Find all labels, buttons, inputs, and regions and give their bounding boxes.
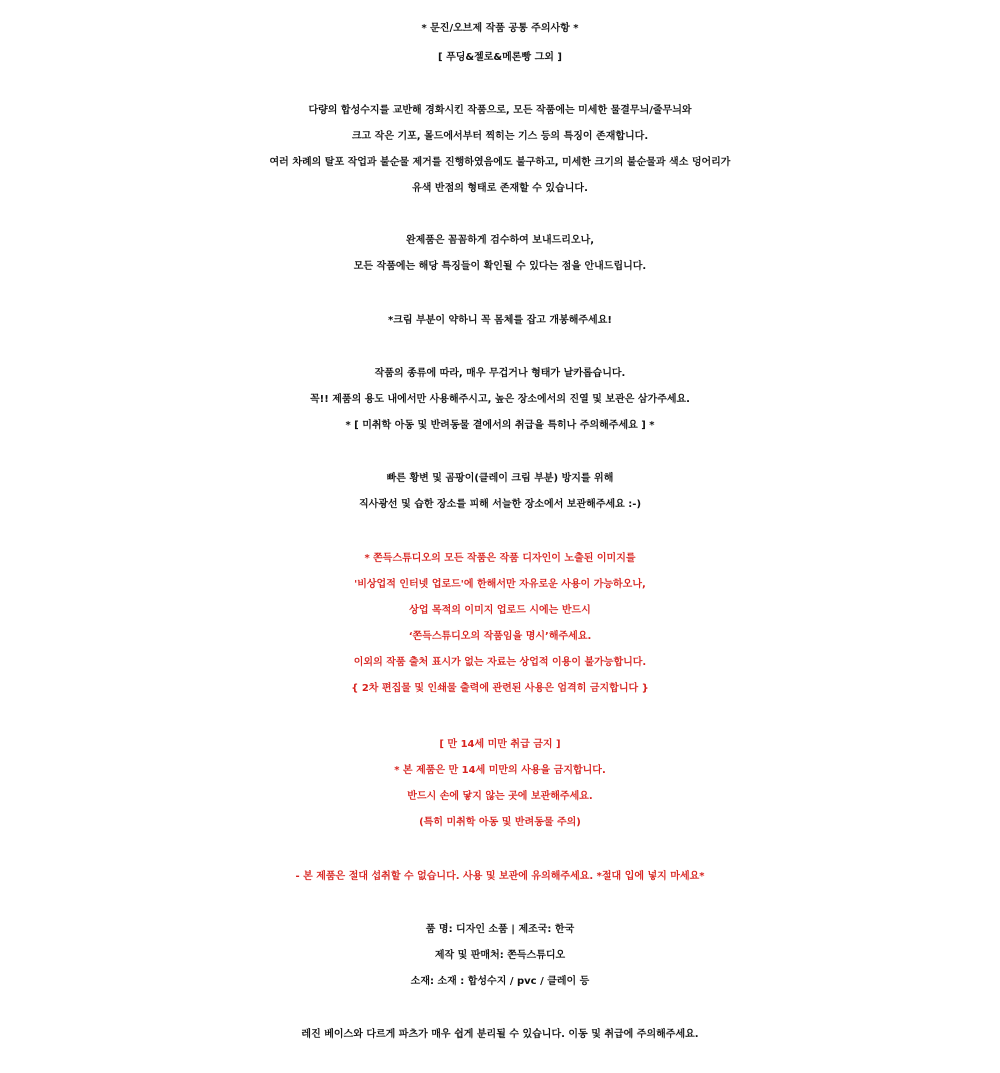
weight-line: 작품의 종류에 따라, 매우 무겁거나 형태가 날카롭습니다. (374, 368, 626, 379)
copyright-line: { 2차 편집물 및 인쇄물 출력에 관련된 사용은 엄격히 금지합니다 } (351, 683, 649, 694)
product-info-line: 제작 및 판매처: 쫀득스튜디오 (434, 950, 566, 961)
copyright-line: * 쫀득스튜디오의 모든 작품은 작품 디자인이 노출된 이미지를 (364, 553, 636, 564)
age-restriction-line: (특히 미취학 아동 및 반려동물 주의) (419, 817, 581, 828)
intro-line: 유색 반점의 형태로 존재할 수 있습니다. (412, 183, 588, 194)
weight-line: * [ 미취학 아동 및 반려동물 곁에서의 취급을 특히나 주의해주세요 ] * (345, 420, 655, 431)
age-restriction-title: [ 만 14세 미만 취급 금지 ] (439, 739, 561, 750)
product-info-line: 품 명: 디자인 소품 | 제조국: 한국 (425, 924, 575, 935)
storage-line: 직사광선 및 습한 장소를 피해 서늘한 장소에서 보관해주세요 :-) (358, 499, 642, 510)
ingestion-warning: - 본 제품은 절대 섭취할 수 없습니다. 사용 및 보관에 유의해주세요. *절대 입에 넣지 마세요* (295, 871, 705, 882)
copyright-line: 상업 목적의 이미지 업로드 시에는 반드시 (409, 605, 591, 616)
product-info-line: 소재: 소재 : 합성수지 / pvc / 클레이 등 (410, 976, 590, 987)
intro-line: 다량의 합성수지를 교반해 경화시킨 작품으로, 모든 작품에는 미세한 물결무늬/줄무늬와 (308, 105, 692, 116)
cream-notice: *크림 부분이 약하니 꼭 몸체를 잡고 개봉해주세요! (388, 315, 612, 326)
page-title: * 문진/오브제 작품 공통 주의사항 * (421, 23, 579, 34)
copyright-line: ‘쫀득스튜디오의 작품임을 명시’해주세요. (408, 631, 592, 642)
page-subtitle: [ 푸딩&젤로&메론빵 그외 ] (438, 52, 562, 63)
copyright-line: '비상업적 인터넷 업로드'에 한해서만 자유로운 사용이 가능하오나, (354, 579, 646, 590)
intro-line: 여러 차례의 탈포 작업과 불순물 제거를 진행하였음에도 불구하고, 미세한 크기의 불순물과 색소 덩어리가 (269, 157, 731, 168)
copyright-line: 이외의 작품 출처 표시가 없는 자료는 상업적 이용이 불가능합니다. (353, 657, 647, 668)
weight-line: 꼭!! 제품의 용도 내에서만 사용해주시고, 높은 장소에서의 진열 및 보관은 삼가주세요. (310, 394, 690, 405)
footer-notice: 레진 베이스와 다르게 파츠가 매우 쉽게 분리될 수 있습니다. 이동 및 취급에 주의해주세요. (301, 1029, 699, 1040)
intro-line: 크고 작은 기포, 몰드에서부터 찍히는 기스 등의 특징이 존재합니다. (351, 131, 649, 142)
storage-line: 빠른 황변 및 곰팡이(클레이 크림 부분) 방지를 위해 (386, 473, 614, 484)
inspection-line: 완제품은 꼼꼼하게 검수하여 보내드리오나, (405, 235, 595, 246)
age-restriction-line: 반드시 손에 닿지 않는 곳에 보관해주세요. (407, 791, 593, 802)
inspection-line: 모든 작품에는 해당 특징들이 확인될 수 있다는 점을 안내드립니다. (353, 261, 647, 272)
age-restriction-line: * 본 제품은 만 14세 미만의 사용을 금지합니다. (394, 765, 606, 776)
